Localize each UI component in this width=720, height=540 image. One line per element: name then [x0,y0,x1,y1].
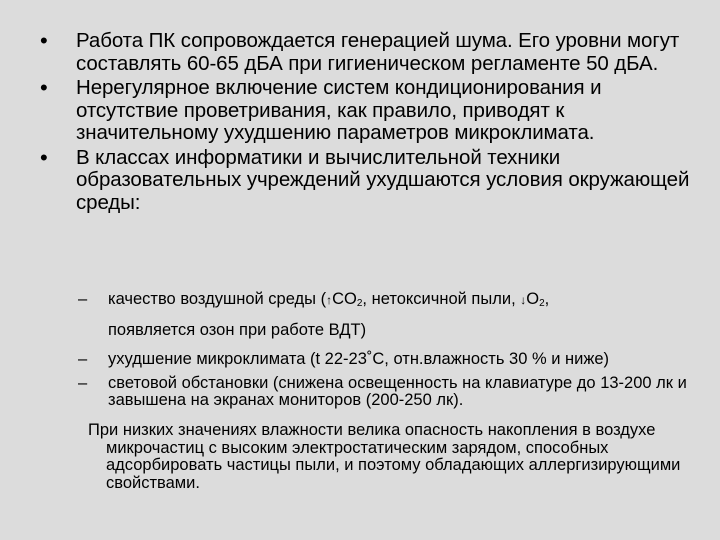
sub-item-air-quality [78,286,693,343]
bullet-list [40,30,690,216]
bullet-marker: • [40,144,48,170]
up-arrow-icon: ↑ [326,293,333,307]
sub-text: ухудшение микроклимата (t 22-23˚С, отн.влажность 30 % и ниже) [108,350,610,368]
sub-item-microclimate [78,351,693,368]
dash-marker: – [78,374,88,392]
sub-list [78,286,693,409]
bullet-text: В классах информатики и вычислительной техники образовательных учреждений ухудшаются условия окружающей среды: [76,145,690,214]
sub-item-lighting [78,375,693,409]
sub-text: световой обстановки (снижена освещенность на клавиатуре до 13-200 лк и завышена на экранах мониторов (200-250 лк). [108,374,687,409]
dash-marker: – [78,290,88,308]
bullet-text: Нерегулярное включение систем кондиционирования и отсутствие проветривания, как правило, приводят к значительному ухудшению параметров микроклимата. [76,76,602,144]
bullet-item [40,144,690,215]
bullet-text: Работа ПК сопровождается генерацией шума. Его уровни могут составлять 60-65 дБА при гигиеническом регламенте 50 дБА. [76,29,680,75]
bullet-marker: • [40,28,48,53]
bullet-item [40,77,690,145]
sub-text: качество воздушной среды ($↑CO_2$, нетоксичной пыли, $↓O_2$, появляется озон при работе ВДТ) [108,290,550,339]
down-arrow-icon: ↓ [520,293,527,307]
dash-marker: – [78,350,88,368]
humidity-note: При низких значениях влажности велика опасность накопления в воздухе микрочастиц с высоким электростатическим зарядом, способных адсорбировать частицы пыли, и поэтому обладающих аллергизирующими свойствами. [88,421,681,492]
bullet-item [40,30,690,75]
bullet-marker: • [40,75,48,100]
